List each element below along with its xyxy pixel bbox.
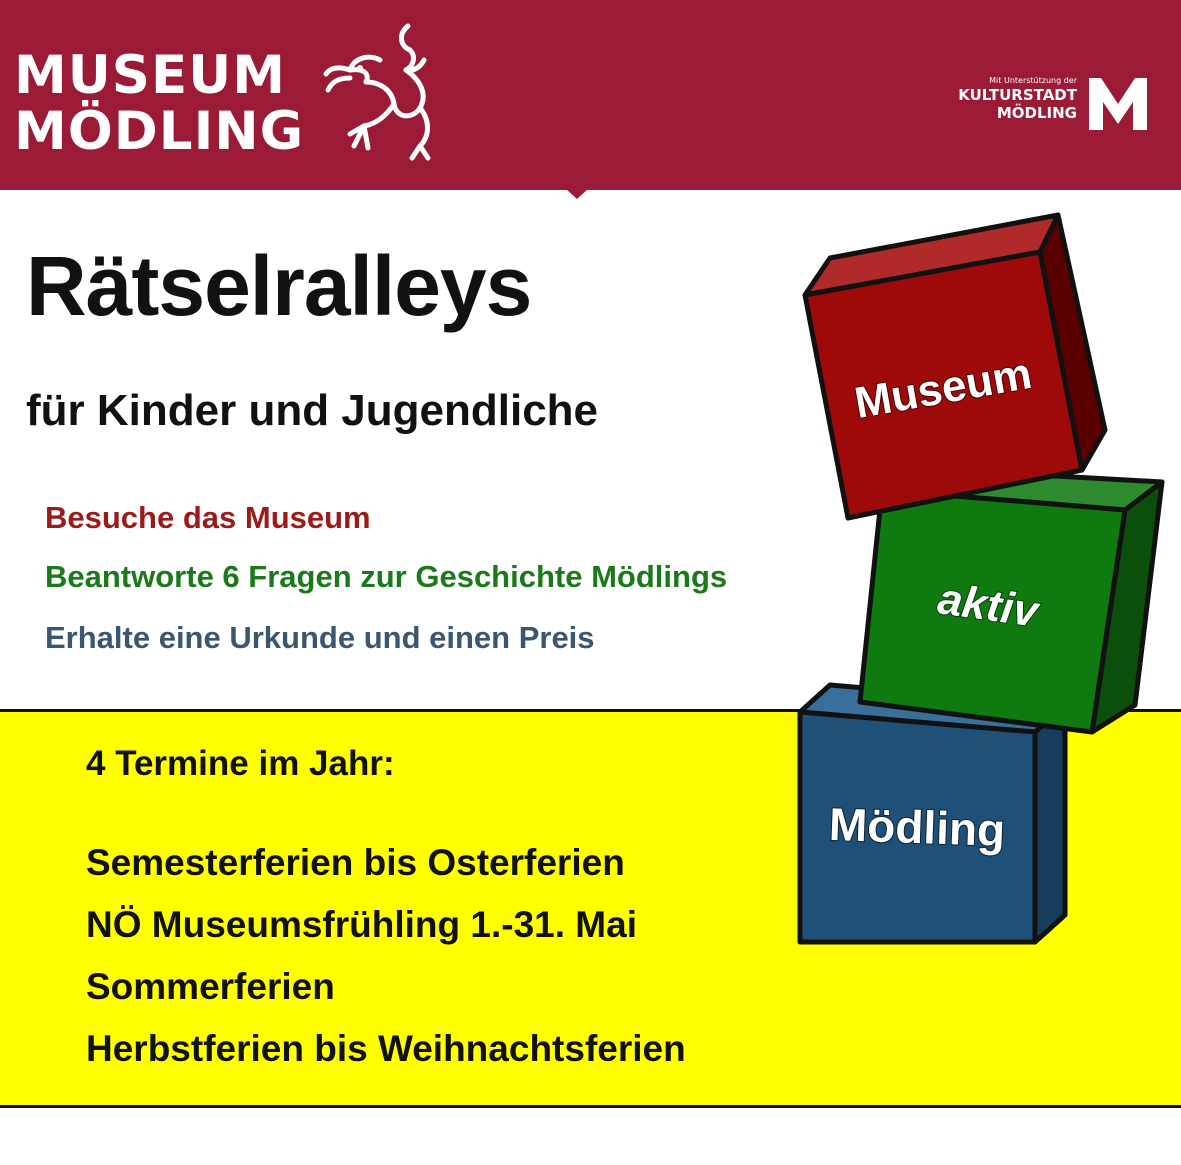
page-title: Rätselralleys	[26, 239, 532, 333]
date-item: Herbstferien bis Weihnachtsferien	[86, 1028, 686, 1069]
logo-line-2: MÖDLING	[14, 101, 305, 162]
date-item: NÖ Museumsfrühling 1.-31. Mai	[86, 904, 637, 945]
date-item: Sommerferien	[86, 966, 335, 1007]
cube-label-aktiv: aktiv	[934, 574, 1042, 637]
step-visit-museum: Besuche das Museum	[45, 500, 371, 535]
cube-museum	[805, 215, 1105, 518]
cube-label-moedling: Mödling	[828, 797, 1007, 857]
support-line-1: KULTURSTADT	[958, 86, 1077, 104]
cube-label-museum: Museum	[850, 348, 1036, 429]
stacked-cubes-illustration	[780, 205, 1181, 965]
header-banner	[0, 0, 1181, 190]
step-answer-questions: Beantworte 6 Fragen zur Geschichte Mödlings	[45, 559, 728, 594]
kulturstadt-m-logo-icon	[1087, 74, 1149, 132]
lion-icon	[320, 20, 445, 165]
page-subtitle: für Kinder und Jugendliche	[26, 386, 599, 435]
logo-line-1: MUSEUM	[14, 45, 286, 106]
support-line-2: MÖDLING	[996, 104, 1077, 122]
kulturstadt-support	[958, 76, 1077, 122]
dates-heading: 4 Termine im Jahr:	[86, 744, 395, 783]
step-receive-certificate: Erhalte eine Urkunde und einen Preis	[45, 620, 595, 655]
header-notch	[566, 189, 588, 199]
date-item: Semesterferien bis Osterferien	[86, 842, 625, 883]
museum-logo-text[interactable]	[14, 45, 305, 162]
support-small-text: Mit Unterstützung der	[989, 76, 1077, 85]
